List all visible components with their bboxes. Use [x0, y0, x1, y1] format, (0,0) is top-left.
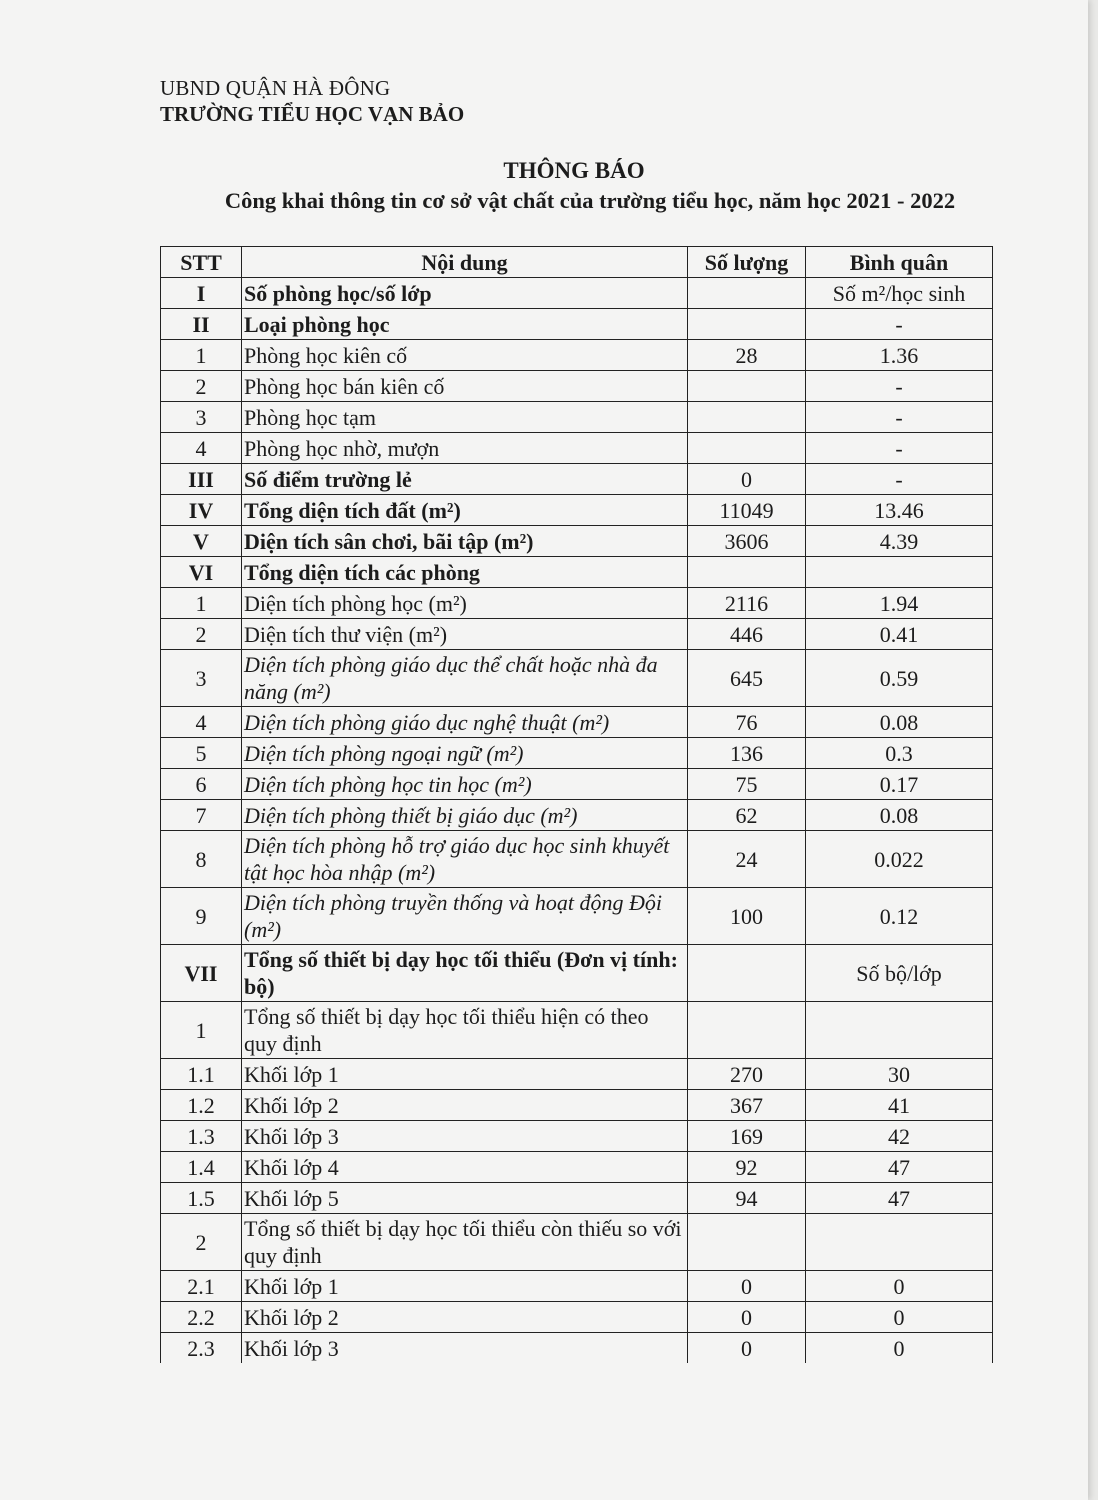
row-content-cell: Diện tích phòng thiết bị giáo dục (m²) [242, 800, 688, 831]
row-stt-cell: 4 [161, 433, 242, 464]
row-quantity-cell: 75 [688, 769, 806, 800]
row-content-cell: Khối lớp 3 [242, 1121, 688, 1152]
row-quantity-cell: 28 [688, 340, 806, 371]
row-stt-cell: 3 [161, 402, 242, 433]
row-average-cell: 0 [806, 1333, 993, 1364]
row-content-cell: Loại phòng học [242, 309, 688, 340]
document-title: THÔNG BÁO [503, 158, 645, 183]
table-row [161, 1333, 993, 1364]
table-row [161, 588, 993, 619]
row-stt-cell: 5 [161, 738, 242, 769]
table-row [161, 1090, 993, 1121]
row-content-cell: Khối lớp 4 [242, 1152, 688, 1183]
row-content-cell: Diện tích phòng học tin học (m²) [242, 769, 688, 800]
table-body [161, 278, 993, 1364]
row-average-cell: 0 [806, 1302, 993, 1333]
row-content-cell: Diện tích thư viện (m²) [242, 619, 688, 650]
row-quantity-cell: 169 [688, 1121, 806, 1152]
row-content-cell: Khối lớp 3 [242, 1333, 688, 1364]
row-content-cell: Diện tích phòng giáo dục nghệ thuật (m²) [242, 707, 688, 738]
row-content-cell: Tổng số thiết bị dạy học tối thiểu còn thiếu so với quy định [242, 1214, 688, 1271]
table-row [161, 1002, 993, 1059]
row-stt-cell: 2.2 [161, 1302, 242, 1333]
row-stt-cell: II [161, 309, 242, 340]
row-stt-cell: 1.2 [161, 1090, 242, 1121]
table-row [161, 831, 993, 888]
row-content-cell: Diện tích phòng giáo dục thể chất hoặc nhà đa năng (m²) [242, 650, 688, 707]
table-row [161, 464, 993, 495]
row-stt-cell: 1.5 [161, 1183, 242, 1214]
table-row [161, 650, 993, 707]
column-header-stt: STT [161, 247, 242, 278]
table-row [161, 557, 993, 588]
row-average-cell: - [806, 402, 993, 433]
row-content-cell: Khối lớp 1 [242, 1059, 688, 1090]
table-row [161, 1152, 993, 1183]
row-average-cell: 47 [806, 1183, 993, 1214]
row-quantity-cell [688, 1002, 806, 1059]
row-stt-cell: 9 [161, 888, 242, 945]
table-row [161, 1183, 993, 1214]
row-stt-cell: IV [161, 495, 242, 526]
table-row [161, 738, 993, 769]
row-average-cell: Số m²/học sinh [806, 278, 993, 309]
row-stt-cell: 1 [161, 588, 242, 619]
row-content-cell: Số điểm trường lẻ [242, 464, 688, 495]
row-quantity-cell: 0 [688, 1302, 806, 1333]
table-row [161, 1059, 993, 1090]
row-quantity-cell: 446 [688, 619, 806, 650]
row-stt-cell: III [161, 464, 242, 495]
row-stt-cell: 4 [161, 707, 242, 738]
row-stt-cell: 1.1 [161, 1059, 242, 1090]
row-quantity-cell: 92 [688, 1152, 806, 1183]
row-average-cell: - [806, 371, 993, 402]
row-average-cell: 0 [806, 1271, 993, 1302]
row-content-cell: Diện tích sân chơi, bãi tập (m²) [242, 526, 688, 557]
facilities-table [160, 246, 993, 1363]
row-stt-cell: VII [161, 945, 242, 1002]
row-average-cell: 0.59 [806, 650, 993, 707]
row-content-cell: Số phòng học/số lớp [242, 278, 688, 309]
row-average-cell: 0.022 [806, 831, 993, 888]
row-quantity-cell: 24 [688, 831, 806, 888]
row-average-cell: - [806, 464, 993, 495]
table-row [161, 278, 993, 309]
row-content-cell: Phòng học kiên cố [242, 340, 688, 371]
row-content-cell: Diện tích phòng học (m²) [242, 588, 688, 619]
row-quantity-cell: 100 [688, 888, 806, 945]
row-content-cell: Khối lớp 2 [242, 1302, 688, 1333]
row-quantity-cell: 0 [688, 464, 806, 495]
row-quantity-cell: 11049 [688, 495, 806, 526]
row-average-cell [806, 1214, 993, 1271]
column-header-content: Nội dung [242, 247, 688, 278]
row-quantity-cell: 76 [688, 707, 806, 738]
row-stt-cell: 1 [161, 340, 242, 371]
table-row [161, 945, 993, 1002]
row-average-cell: 30 [806, 1059, 993, 1090]
table-row [161, 495, 993, 526]
row-content-cell: Diện tích phòng truyền thống và hoạt động Đội (m²) [242, 888, 688, 945]
row-average-cell: 0.08 [806, 800, 993, 831]
row-average-cell: 42 [806, 1121, 993, 1152]
row-quantity-cell [688, 371, 806, 402]
row-content-cell: Tổng số thiết bị dạy học tối thiểu hiện có theo quy định [242, 1002, 688, 1059]
row-content-cell: Tổng diện tích các phòng [242, 557, 688, 588]
row-content-cell: Phòng học nhờ, mượn [242, 433, 688, 464]
row-quantity-cell: 62 [688, 800, 806, 831]
row-quantity-cell: 367 [688, 1090, 806, 1121]
table-row [161, 433, 993, 464]
table-row [161, 707, 993, 738]
row-quantity-cell: 136 [688, 738, 806, 769]
row-quantity-cell: 270 [688, 1059, 806, 1090]
row-average-cell: 47 [806, 1152, 993, 1183]
row-stt-cell: 6 [161, 769, 242, 800]
row-content-cell: Khối lớp 5 [242, 1183, 688, 1214]
row-average-cell: 13.46 [806, 495, 993, 526]
row-average-cell: 0.08 [806, 707, 993, 738]
row-stt-cell: VI [161, 557, 242, 588]
table-row [161, 1302, 993, 1333]
table-header-row [161, 247, 993, 278]
row-quantity-cell: 3606 [688, 526, 806, 557]
column-header-quantity: Số lượng [688, 247, 806, 278]
row-stt-cell: V [161, 526, 242, 557]
row-quantity-cell [688, 309, 806, 340]
row-stt-cell: 2 [161, 619, 242, 650]
table-row [161, 526, 993, 557]
row-stt-cell: 1.3 [161, 1121, 242, 1152]
table-row [161, 340, 993, 371]
table-row [161, 769, 993, 800]
row-content-cell: Phòng học bán kiên cố [242, 371, 688, 402]
row-quantity-cell [688, 433, 806, 464]
row-quantity-cell: 645 [688, 650, 806, 707]
row-content-cell: Tổng số thiết bị dạy học tối thiểu (Đơn vị tính: bộ) [242, 945, 688, 1002]
table-row [161, 1214, 993, 1271]
table-row [161, 309, 993, 340]
row-quantity-cell [688, 1214, 806, 1271]
row-content-cell: Tổng diện tích đất (m²) [242, 495, 688, 526]
row-stt-cell: 2.1 [161, 1271, 242, 1302]
row-content-cell: Diện tích phòng ngoại ngữ (m²) [242, 738, 688, 769]
row-quantity-cell: 0 [688, 1271, 806, 1302]
document-subtitle: Công khai thông tin cơ sở vật chất của trường tiểu học, năm học 2021 - 2022 [224, 188, 956, 213]
row-stt-cell: I [161, 278, 242, 309]
org-name-school: TRƯỜNG TIỂU HỌC VẠN BẢO [160, 102, 465, 126]
row-quantity-cell [688, 557, 806, 588]
row-average-cell: 0.3 [806, 738, 993, 769]
row-quantity-cell [688, 278, 806, 309]
row-average-cell: 0.12 [806, 888, 993, 945]
row-quantity-cell: 2116 [688, 588, 806, 619]
table-row [161, 619, 993, 650]
row-average-cell: 0.17 [806, 769, 993, 800]
row-quantity-cell [688, 402, 806, 433]
row-content-cell: Phòng học tạm [242, 402, 688, 433]
row-quantity-cell: 94 [688, 1183, 806, 1214]
column-header-average: Bình quân [806, 247, 993, 278]
row-average-cell: 0.41 [806, 619, 993, 650]
row-content-cell: Diện tích phòng hỗ trợ giáo dục học sinh khuyết tật học hòa nhập (m²) [242, 831, 688, 888]
row-average-cell [806, 1002, 993, 1059]
table-row [161, 800, 993, 831]
row-stt-cell: 1 [161, 1002, 242, 1059]
row-average-cell [806, 557, 993, 588]
row-stt-cell: 8 [161, 831, 242, 888]
row-quantity-cell: 0 [688, 1333, 806, 1364]
row-average-cell: 1.36 [806, 340, 993, 371]
row-average-cell: 4.39 [806, 526, 993, 557]
row-stt-cell: 2.3 [161, 1333, 242, 1364]
row-quantity-cell [688, 945, 806, 1002]
org-name-district: UBND QUẬN HÀ ĐÔNG [160, 76, 391, 100]
row-average-cell: 41 [806, 1090, 993, 1121]
row-stt-cell: 2 [161, 371, 242, 402]
row-average-cell: Số bộ/lớp [806, 945, 993, 1002]
table-row [161, 371, 993, 402]
row-average-cell: 1.94 [806, 588, 993, 619]
row-content-cell: Khối lớp 2 [242, 1090, 688, 1121]
table-row [161, 1271, 993, 1302]
row-stt-cell: 7 [161, 800, 242, 831]
table-row [161, 402, 993, 433]
row-average-cell: - [806, 309, 993, 340]
row-content-cell: Khối lớp 1 [242, 1271, 688, 1302]
table-row [161, 888, 993, 945]
row-stt-cell: 3 [161, 650, 242, 707]
row-average-cell: - [806, 433, 993, 464]
row-stt-cell: 2 [161, 1214, 242, 1271]
row-stt-cell: 1.4 [161, 1152, 242, 1183]
table-row [161, 1121, 993, 1152]
